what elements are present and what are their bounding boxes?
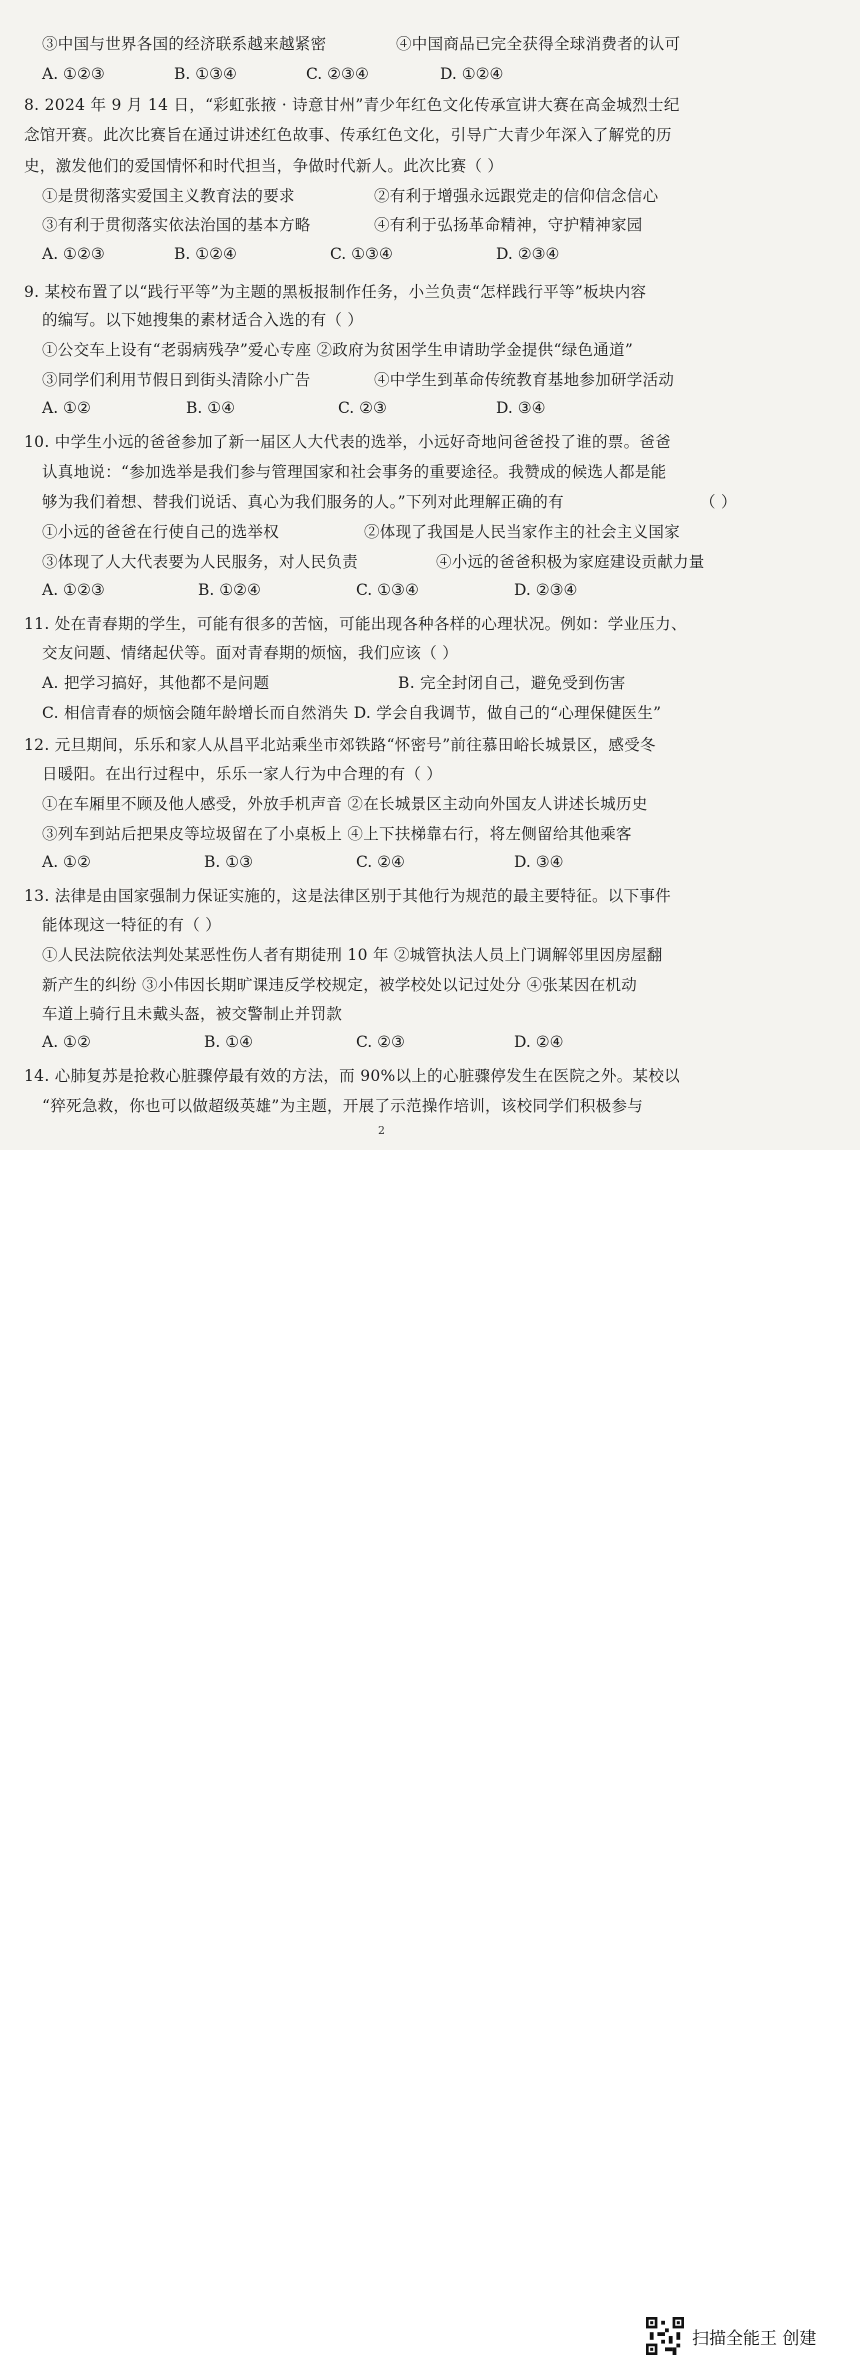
text-line: ③中国与世界各国的经济联系越来越紧密 bbox=[42, 35, 327, 53]
answer-option: B. ①③ bbox=[204, 853, 254, 871]
text-line: 认真地说：“参加选举是我们参与管理国家和社会事务的重要途径。我赞成的候选人都是能 bbox=[42, 463, 667, 481]
answer-option: A. ①②③ bbox=[42, 581, 105, 599]
answer-option: B. ①②④ bbox=[174, 245, 237, 263]
text-line: 交友问题、情绪起伏等。面对青春期的烦恼，我们应该（ ） bbox=[42, 644, 459, 662]
text-line: ④中学生到革命传统教育基地参加研学活动 bbox=[374, 371, 675, 389]
text-line: 12. 元旦期间，乐乐和家人从昌平北站乘坐市郊铁路“怀密号”前往慕田峪长城景区，感受冬 bbox=[24, 736, 656, 754]
text-line: ①小远的爸爸在行使自己的选举权 bbox=[42, 523, 280, 541]
answer-option: C. ②③ bbox=[338, 399, 387, 417]
text-line: C. 相信青春的烦恼会随年龄增长而自然消失 D. 学会自我调节，做自己的“心理保健医生” bbox=[42, 704, 662, 722]
text-line: 史，激发他们的爱国情怀和时代担当，争做时代新人。此次比赛（ ） bbox=[24, 157, 504, 175]
text-line: 新产生的纠纷 ③小伟因长期旷课违反学校规定，被学校处以记过处分 ④张某因在机动 bbox=[42, 976, 638, 994]
text-line: ②体现了我国是人民当家作主的社会主义国家 bbox=[364, 523, 681, 541]
answer-option: D. ②③④ bbox=[496, 245, 560, 263]
answer-option: A. ①② bbox=[42, 853, 91, 871]
text-line: ②有利于增强永远跟党走的信仰信念信心 bbox=[374, 187, 659, 205]
text-line: ③有利于贯彻落实依法治国的基本方略 bbox=[42, 216, 311, 234]
qr-code-icon bbox=[646, 2317, 684, 2355]
text-line: “猝死急救，你也可以做超级英雄”为主题，开展了示范操作培训，该校同学们积极参与 bbox=[42, 1097, 644, 1115]
text-line: 13. 法律是由国家强制力保证实施的，这是法律区别于其他行为规范的最主要特征。以下事件 bbox=[24, 887, 671, 905]
answer-option: D. ③④ bbox=[514, 853, 564, 871]
answer-option: C. ②③④ bbox=[306, 65, 369, 83]
text-line: 日暖阳。在出行过程中，乐乐一家人行为中合理的有（ ） bbox=[42, 765, 443, 783]
text-line: ③列车到站后把果皮等垃圾留在了小桌板上 ④上下扶梯靠右行，将左侧留给其他乘客 bbox=[42, 825, 632, 843]
answer-option: B. ①③④ bbox=[174, 65, 237, 83]
answer-option: A. ①② bbox=[42, 1033, 91, 1051]
text-line: 8. 2024 年 9 月 14 日，“彩虹张掖 · 诗意甘州”青少年红色文化传承宣讲大赛在高金城烈士纪 bbox=[24, 96, 680, 114]
answer-option: A. ①②③ bbox=[42, 65, 105, 83]
text-line: 念馆开赛。此次比赛旨在通过讲述红色故事、传承红色文化，引导广大青少年深入了解党的历 bbox=[24, 126, 672, 144]
answer-option: B. ①④ bbox=[204, 1033, 254, 1051]
text-line: A. 把学习搞好，其他都不是问题 bbox=[42, 674, 270, 692]
answer-option: B. ①④ bbox=[186, 399, 236, 417]
text-line: ①公交车上设有“老弱病残孕”爱心专座 ②政府为贫困学生申请助学金提供“绿色通道” bbox=[42, 341, 634, 359]
answer-option: C. ②④ bbox=[356, 853, 405, 871]
text-line: 够为我们着想、替我们说话、真心为我们服务的人。”下列对此理解正确的有 bbox=[42, 493, 564, 511]
text-line: 能体现这一特征的有（ ） bbox=[42, 916, 222, 934]
text-line: 的编写。以下她搜集的素材适合入选的有（ ） bbox=[42, 311, 364, 329]
text-line: ④中国商品已完全获得全球消费者的认可 bbox=[396, 35, 681, 53]
answer-option: D. ①②④ bbox=[440, 65, 504, 83]
answer-option: D. ②④ bbox=[514, 1033, 564, 1051]
text-line: 9. 某校布置了以“践行平等”为主题的黑板报制作任务，小兰负责“怎样践行平等”板块内容 bbox=[24, 283, 647, 301]
answer-option: C. ①③④ bbox=[330, 245, 393, 263]
answer-option: D. ③④ bbox=[496, 399, 546, 417]
answer-option: A. ①② bbox=[42, 399, 91, 417]
text-line: ④有利于弘扬革命精神，守护精神家园 bbox=[374, 216, 643, 234]
text-line: ③同学们利用节假日到街头清除小广告 bbox=[42, 371, 311, 389]
text-line: ①在车厢里不顾及他人感受，外放手机声音 ②在长城景区主动向外国友人讲述长城历史 bbox=[42, 795, 648, 813]
document-page bbox=[0, 0, 860, 1150]
text-line: ①人民法院依法判处某恶性伤人者有期徒刑 10 年 ②城管执法人员上门调解邻里因房屋翻 bbox=[42, 946, 663, 964]
text-line: 14. 心肺复苏是抢救心脏骤停最有效的方法，而 90%以上的心脏骤停发生在医院之外。某校以 bbox=[24, 1067, 680, 1085]
page-number: 2 bbox=[378, 1124, 385, 1137]
text-line: B. 完全封闭自己，避免受到伤害 bbox=[398, 674, 626, 692]
answer-option: C. ①③④ bbox=[356, 581, 419, 599]
text-line: ③体现了人大代表要为人民服务，对人民负责 bbox=[42, 553, 359, 571]
text-line: 10. 中学生小远的爸爸参加了新一届区人大代表的选举，小远好奇地问爸爸投了谁的票。爸爸 bbox=[24, 433, 671, 451]
text-line: 11. 处在青春期的学生，可能有很多的苦恼，可能出现各种各样的心理状况。例如：学业压力、 bbox=[24, 615, 687, 633]
answer-option: A. ①②③ bbox=[42, 245, 105, 263]
scanner-watermark: 扫描全能王 创建 bbox=[692, 2329, 817, 2349]
answer-option: C. ②③ bbox=[356, 1033, 405, 1051]
answer-option: D. ②③④ bbox=[514, 581, 578, 599]
text-line: ①是贯彻落实爱国主义教育法的要求 bbox=[42, 187, 295, 205]
scanner-footer bbox=[0, 1150, 860, 2349]
text-line: ④小远的爸爸积极为家庭建设贡献力量 bbox=[436, 553, 705, 571]
answer-option: B. ①②④ bbox=[198, 581, 261, 599]
text-line: （ ） bbox=[700, 493, 737, 511]
text-line: 车道上骑行且未戴头盔，被交警制止并罚款 bbox=[42, 1005, 343, 1023]
